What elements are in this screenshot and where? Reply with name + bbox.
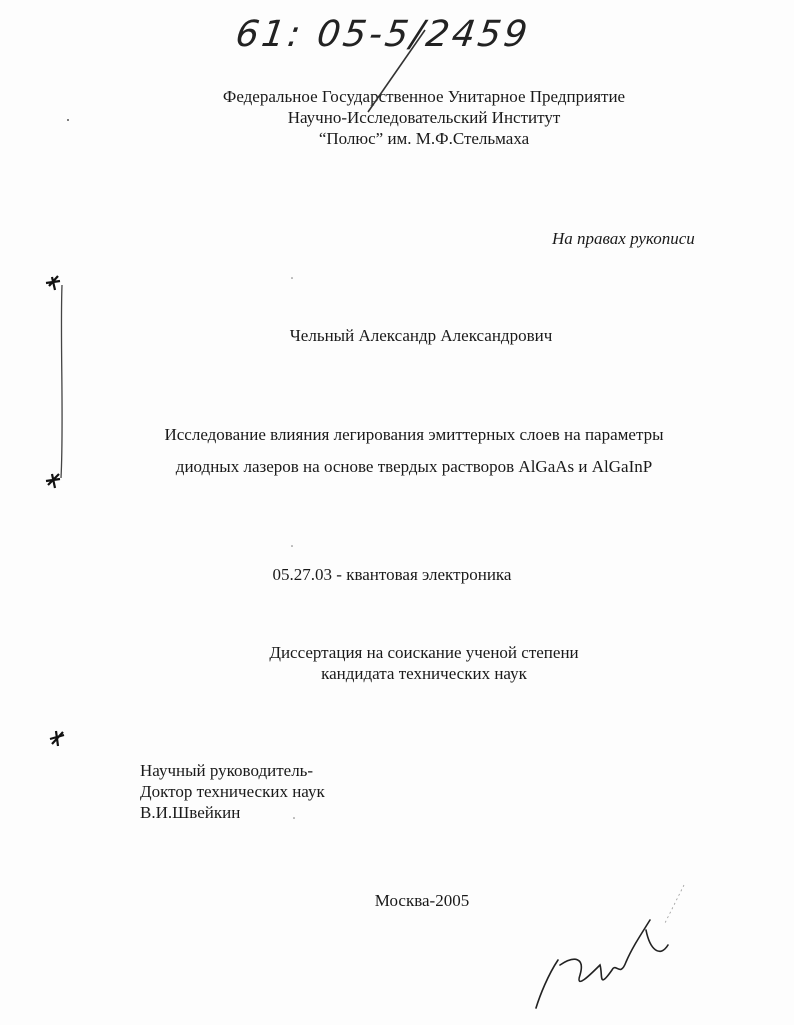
speck [67,119,69,121]
binding-mark-lower [50,731,64,746]
specialty: 05.27.03 - квантовая электроника [272,565,512,584]
supervisor-degree: Доктор технических наук [140,782,325,801]
signature [536,920,668,1008]
organization-line-1: Федеральное Государственное Унитарное Предприятие [222,87,626,106]
dissertation-line-2: кандидата технических наук [321,664,527,683]
pen-stroke [368,30,425,112]
organization-line-2: Научно-Исследовательский Институт [287,108,561,127]
dissertation-line-1: Диссертация на соискание ученой степени [269,643,579,662]
supervisor-role: Научный руководитель- [140,761,314,780]
organization-line-3: “Полюс” им. М.Ф.Стельмаха [318,129,530,148]
title-line-2: диодных лазеров на основе твердых растворов AlGaAs и AlGaInP [175,457,653,476]
archive-code: 61: 05-5/2459 [233,14,533,55]
rights-note: На правах рукописи [552,229,695,248]
binding-mark-top [46,276,60,290]
supervisor-name: В.И.Швейкин [140,803,241,822]
author-name: Чельный Александр Александрович [289,326,553,345]
binding-mark-bottom [46,474,60,488]
margin-line [61,285,62,478]
faint-stroke [664,885,684,925]
title-line-1: Исследование влияния легирования эмиттерных слоев на параметры [164,425,664,444]
speck [291,545,293,547]
speck [293,817,295,819]
city-year: Москва-2005 [374,891,470,910]
speck [291,277,293,279]
